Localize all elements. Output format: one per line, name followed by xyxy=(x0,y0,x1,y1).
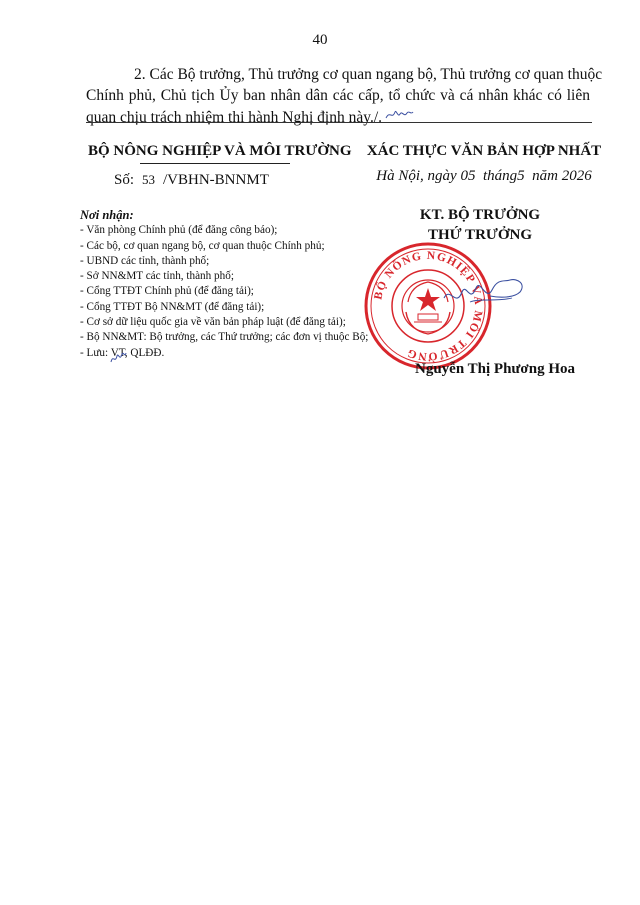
date-month: 5 xyxy=(517,168,525,184)
authentication-title: XÁC THỰC VĂN BẢN HỢP NHẤT xyxy=(366,143,602,159)
role-line-2: THỨ TRƯỞNG xyxy=(427,227,533,243)
document-number-value: 53 xyxy=(142,172,156,187)
recipient-item: - Cổng TTĐT Bộ NN&MT (để đăng tải); xyxy=(80,300,265,313)
paragraph-line-1: 2. Các Bộ trưởng, Thủ trưởng cơ quan ngang bộ, Thủ trưởng cơ quan thuộc xyxy=(134,66,603,83)
role-line-1: KT. BỘ TRƯỞNG xyxy=(419,207,541,223)
issuer-org-name: BỘ NÔNG NGHIỆP VÀ MÔI TRƯỜNG xyxy=(88,143,352,159)
recipient-item: - Cơ sở dữ liệu quốc gia về văn bản pháp luật (để đăng tải); xyxy=(80,316,346,329)
page-number: 40 xyxy=(312,32,328,48)
recipient-item: - Sở NN&MT các tỉnh, thành phố; xyxy=(80,270,234,283)
recipient-item: - Văn phòng Chính phủ (để đăng công báo); xyxy=(80,224,278,237)
date-line xyxy=(360,168,608,185)
recipient-item: - Các bộ, cơ quan ngang bộ, cơ quan thuộc Chính phủ; xyxy=(80,239,325,252)
issuer-underline xyxy=(140,163,290,164)
recipient-item: - Bộ NN&MT: Bộ trưởng, các Thứ trưởng; các đơn vị thuộc Bộ; xyxy=(80,331,369,344)
initials-mark-icon xyxy=(108,348,128,366)
date-prefix: Hà Nội, ngày xyxy=(376,168,457,184)
closing-paragraph xyxy=(86,64,603,128)
paragraph-line-3 xyxy=(86,106,590,128)
signature-roles xyxy=(370,205,590,245)
signer-name: Nguyễn Thị Phương Hoa xyxy=(415,361,575,377)
handwritten-signature-icon xyxy=(440,268,540,318)
document-number-suffix: /VBHN-BNNMT xyxy=(163,172,269,188)
recipient-item: - Cổng TTĐT Chính phủ (để đăng tải); xyxy=(80,285,254,298)
date-year: 2026 xyxy=(561,168,592,184)
recipients-list xyxy=(80,208,370,361)
recipient-item: - Lưu: VT, QLĐĐ. xyxy=(80,346,165,359)
paragraph-line-2: Chính phủ, Chủ tịch Ủy ban nhân dân các cấp, tổ chức và cá nhân khác có liên xyxy=(86,87,590,104)
seal-text: BỘ NÔNG NGHIỆP VÀ MÔI TRƯỜNG xyxy=(372,249,485,363)
document-number-label: Số: xyxy=(114,172,135,188)
paragraph-line-3-text: quan chịu trách nhiệm thi hành Nghị định này./. xyxy=(86,109,383,126)
initial-mark-icon xyxy=(384,106,414,122)
document-number xyxy=(114,172,269,189)
recipient-item: - UBND các tỉnh, thành phố; xyxy=(80,254,210,267)
date-day: 05 xyxy=(460,168,476,184)
recipients-heading: Nơi nhận: xyxy=(80,208,134,222)
date-month-label: tháng xyxy=(482,168,518,184)
date-year-label: năm xyxy=(532,168,558,184)
separator-line xyxy=(86,122,592,123)
